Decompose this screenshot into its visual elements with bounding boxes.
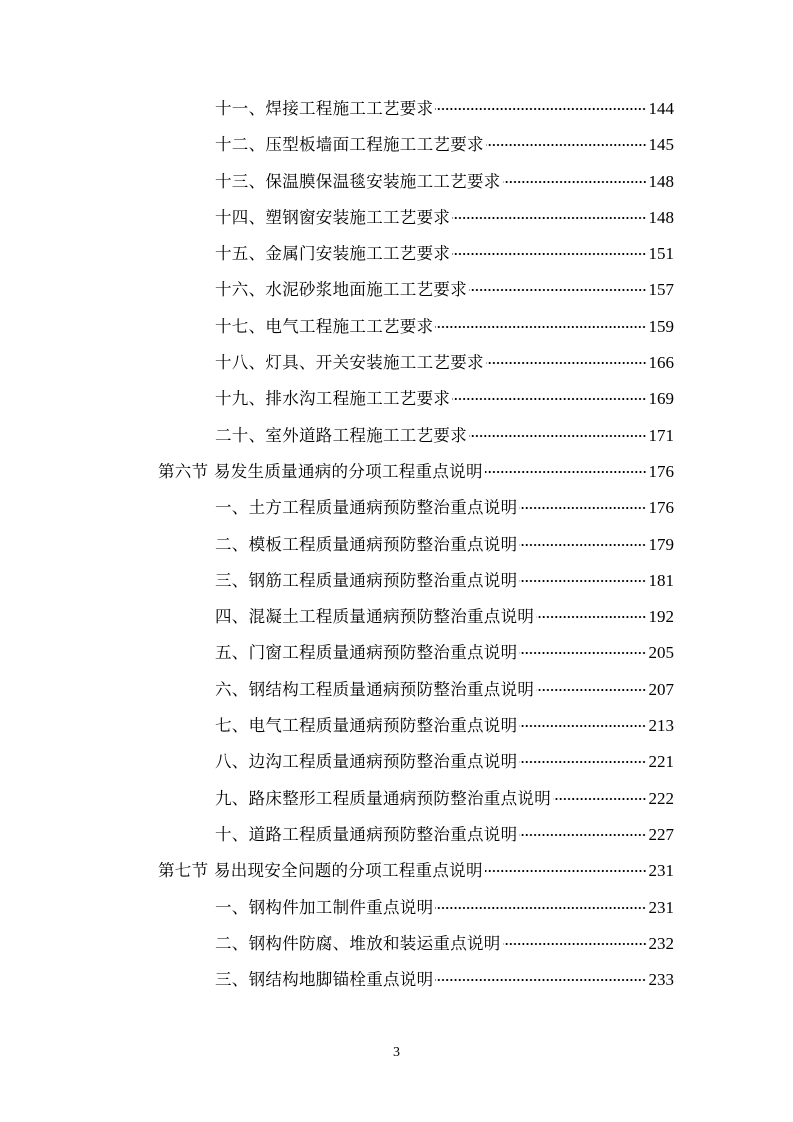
toc-entry-title: 十九、排水沟工程施工工艺要求 (215, 389, 451, 409)
toc-entry-page: 171 (648, 425, 674, 445)
toc-entry-page: 176 (648, 498, 674, 518)
toc-entry-title: 五、门窗工程质量通病预防整治重点说明 (215, 643, 518, 663)
toc-entry-title: 十八、灯具、开关安装施工工艺要求 (215, 353, 484, 373)
toc-entry[interactable] (0, 563, 793, 599)
toc-entry[interactable] (0, 272, 793, 308)
toc-section-entry[interactable] (0, 853, 793, 889)
toc-entry[interactable] (0, 744, 793, 780)
toc-dot-leader (519, 544, 646, 546)
toc-entry-page: 159 (648, 316, 674, 336)
toc-entry-title: 十三、保温膜保温毯安装施工工艺要求 (215, 171, 501, 191)
table-of-contents (0, 91, 793, 998)
toc-entry-title: 四、混凝土工程质量通病预防整治重点说明 (215, 607, 535, 627)
toc-entry-title: 十、道路工程质量通病预防整治重点说明 (215, 824, 518, 844)
toc-dot-leader (435, 907, 646, 909)
toc-entry[interactable] (0, 127, 793, 163)
toc-entry-title: 第七节 易出现安全问题的分项工程重点说明 (158, 861, 483, 881)
toc-entry-page: 192 (648, 607, 674, 627)
toc-dot-leader (486, 144, 647, 146)
toc-entry-title: 二、模板工程质量通病预防整治重点说明 (215, 534, 518, 554)
toc-entry[interactable] (0, 781, 793, 817)
toc-entry-page: 227 (648, 824, 674, 844)
toc-entry-title: 第六节 易发生质量通病的分项工程重点说明 (158, 461, 483, 481)
toc-entry-title: 七、电气工程质量通病预防整治重点说明 (215, 716, 518, 736)
toc-entry[interactable] (0, 309, 793, 345)
toc-entry-title: 九、路床整形工程质量通病预防整治重点说明 (215, 788, 551, 808)
toc-entry-page: 145 (648, 135, 674, 155)
toc-entry[interactable] (0, 418, 793, 454)
toc-entry-title: 一、土方工程质量通病预防整治重点说明 (215, 498, 518, 518)
toc-dot-leader (452, 253, 646, 255)
toc-entry-title: 六、钢结构工程质量通病预防整治重点说明 (215, 679, 535, 699)
toc-dot-leader (519, 580, 646, 582)
toc-entry[interactable] (0, 817, 793, 853)
toc-entry-title: 三、钢筋工程质量通病预防整治重点说明 (215, 570, 518, 590)
toc-entry[interactable] (0, 635, 793, 671)
toc-entry-page: 232 (648, 933, 674, 953)
toc-dot-leader (469, 435, 647, 437)
toc-entry[interactable] (0, 381, 793, 417)
toc-entry[interactable] (0, 236, 793, 272)
toc-entry-page: 213 (648, 716, 674, 736)
toc-entry-page: 181 (648, 570, 674, 590)
toc-entry-title: 十六、水泥砂浆地面施工工艺要求 (215, 280, 467, 300)
toc-entry-title: 十四、塑钢窗安装施工工艺要求 (215, 207, 451, 227)
toc-entry-page: 233 (648, 970, 674, 990)
toc-entry-title: 三、钢结构地脚锚栓重点说明 (215, 970, 434, 990)
toc-entry-page: 179 (648, 534, 674, 554)
toc-dot-leader (469, 289, 647, 291)
toc-entry[interactable] (0, 527, 793, 563)
toc-entry-page: 148 (648, 207, 674, 227)
toc-dot-leader (452, 398, 646, 400)
toc-entry[interactable] (0, 890, 793, 926)
toc-dot-leader (503, 943, 647, 945)
toc-entry-page: 207 (648, 679, 674, 699)
toc-dot-leader (519, 725, 646, 727)
toc-entry-title: 十七、电气工程施工工艺要求 (215, 316, 434, 336)
toc-entry-page: 157 (648, 280, 674, 300)
toc-entry[interactable] (0, 926, 793, 962)
toc-dot-leader (485, 870, 647, 872)
toc-entry[interactable] (0, 91, 793, 127)
toc-entry[interactable] (0, 490, 793, 526)
toc-dot-leader (485, 471, 647, 473)
toc-entry[interactable] (0, 962, 793, 998)
toc-dot-leader (519, 834, 646, 836)
toc-entry[interactable] (0, 164, 793, 200)
toc-entry-page: 169 (648, 389, 674, 409)
toc-entry-page: 144 (648, 99, 674, 118)
toc-dot-leader (519, 761, 646, 763)
toc-entry-title: 八、边沟工程质量通病预防整治重点说明 (215, 752, 518, 772)
toc-entry-page: 205 (648, 643, 674, 663)
toc-entry-page: 151 (648, 244, 674, 264)
toc-dot-leader (435, 979, 646, 981)
toc-entry[interactable] (0, 345, 793, 381)
toc-entry-page: 176 (648, 461, 674, 481)
toc-dot-leader (536, 616, 646, 618)
toc-dot-leader (553, 798, 647, 800)
toc-dot-leader (452, 217, 646, 219)
toc-entry-page: 222 (648, 788, 674, 808)
toc-entry-page: 221 (648, 752, 674, 772)
toc-entry[interactable] (0, 672, 793, 708)
toc-entry-page: 231 (648, 861, 674, 881)
toc-entry-title: 十二、压型板墙面工程施工工艺要求 (215, 135, 484, 155)
toc-section-entry[interactable] (0, 454, 793, 490)
page-number: 3 (393, 1045, 400, 1060)
toc-entry[interactable] (0, 708, 793, 744)
toc-entry-title: 十一、焊接工程施工工艺要求 (215, 99, 434, 118)
toc-dot-leader (435, 108, 646, 110)
toc-entry[interactable] (0, 200, 793, 236)
toc-dot-leader (519, 507, 646, 509)
toc-entry-title: 十五、金属门安装施工工艺要求 (215, 244, 451, 264)
toc-dot-leader (519, 652, 646, 654)
toc-entry-title: 一、钢构件加工制件重点说明 (215, 897, 434, 917)
toc-entry[interactable] (0, 599, 793, 635)
toc-dot-leader (486, 362, 647, 364)
toc-dot-leader (503, 181, 647, 183)
toc-entry-page: 148 (648, 171, 674, 191)
toc-dot-leader (435, 326, 646, 328)
toc-entry-page: 166 (648, 353, 674, 373)
toc-entry-page: 231 (648, 897, 674, 917)
toc-dot-leader (536, 689, 646, 691)
toc-entry-title: 二十、室外道路工程施工工艺要求 (215, 425, 467, 445)
toc-entry-title: 二、钢构件防腐、堆放和装运重点说明 (215, 933, 501, 953)
